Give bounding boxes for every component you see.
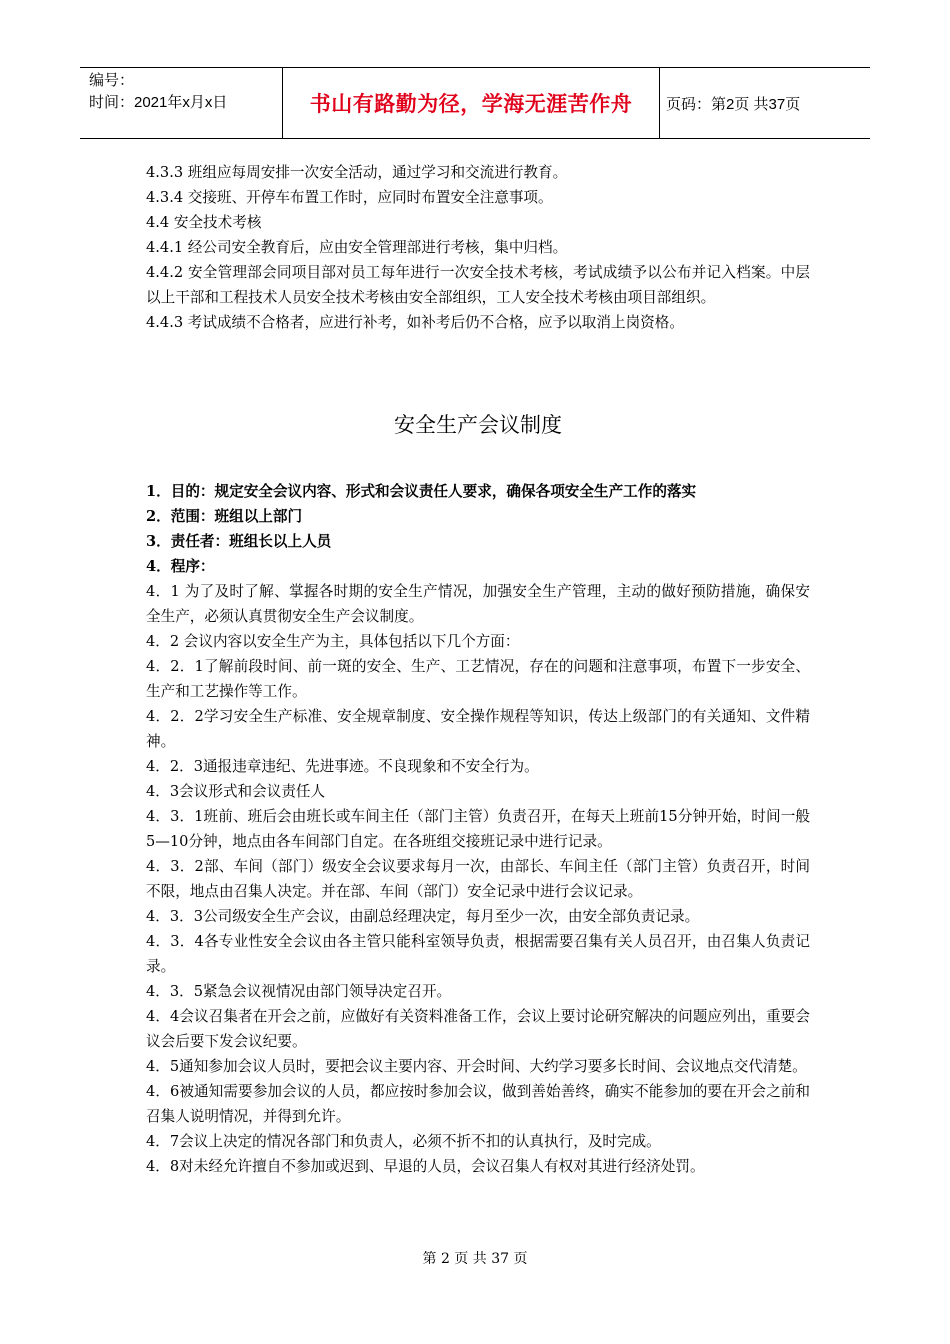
header-motto-cell [282,68,660,138]
number-label: 编号： [89,72,135,89]
paragraph-4-8: 4．8对未经允许擅自不参加或迟到、早退的人员，会议召集人有权对其进行经济处罚。 [146,1158,705,1175]
paragraph-4-3-5: 4．3．5紧急会议视情况由部门领导决定召开。 [146,983,452,1000]
page-footer: 第 2 页 共 37 页 [422,1251,528,1267]
paragraph-4-2-2: 4．2．2学习安全生产标准、安全规章制度、安全操作规程等知识，传达上级部门的有关通知、文件精神。 [146,708,810,750]
paragraph-4-2: 4．2 会议内容以安全生产为主，具体包括以下几个方面： [146,633,520,650]
paragraph-4-2-1: 4．2．1了解前段时间、前一斑的安全、生产、工艺情况，存在的问题和注意事项，布置下一步安全、生产和工艺操作等工作。 [146,658,810,700]
item-responsible: 3．责任者：班组长以上人员 [146,533,332,550]
paragraph-4-3-4b: 4．3．4各专业性安全会议由各主管只能科室领导负责，根据需要召集有关人员召开，由召集人负责记录。 [146,933,810,975]
paragraph-4-3-1: 4．3．1班前、班后会由班长或车间主任（部门主管）负责召开，在每天上班前15分钟开始，时间一般5—10分钟，地点由各车间部门自定。在各班组交接班记录中进行记录。 [146,808,810,850]
paragraph-4-4b: 4．4会议召集者在开会之前，应做好有关资料准备工作，会议上要讨论研究解决的问题应列出，重要会议会后要下发会议纪要。 [146,1008,810,1050]
paragraph-4-7: 4．7会议上决定的情况各部门和负责人，必须不折不扣的认真执行，及时完成。 [146,1133,661,1150]
paragraph-4-2-3: 4．2．3通报违章违纪、先进事迹。不良现象和不安全行为。 [146,758,539,775]
paragraph-4-3-4: 4.3.4 交接班、开停车布置工作时，应同时布置安全注意事项。 [146,189,553,206]
time-label: 时间：2021年x月x日 [89,94,228,111]
paragraph-4-1: 4．1 为了及时了解、掌握各时期的安全生产情况，加强安全生产管理，主动的做好预防措施，确保安全生产，必须认真贯彻安全生产会议制度。 [146,583,810,625]
paragraph-4-4-2: 4.4.2 安全管理部会同项目部对员工每年进行一次安全技术考核，考试成绩予以公布并记入档案。中层以上干部和工程技术人员安全技术考核由安全部组织，工人安全技术考核由项目部组织。 [146,264,810,306]
page-header [80,67,870,139]
item-procedure: 4．程序： [146,558,215,575]
paragraph-4-6: 4．6被通知需要参加会议的人员，都应按时参加会议，做到善始善终，确实不能参加的要在开会之前和召集人说明情况，并得到允许。 [146,1083,810,1125]
paragraph-4-3: 4．3会议形式和会议责任人 [146,783,326,800]
document-body [146,160,810,1179]
paragraph-4-3-3b: 4．3．3公司级安全生产会议，由副总经理决定，每月至少一次，由安全部负责记录。 [146,908,700,925]
header-page-info: 页码：第2页 共37页 [666,95,801,113]
heading-4-4: 4.4 安全技术考核 [146,214,262,231]
header-info [80,68,282,138]
item-scope: 2．范围：班组以上部门 [146,508,303,525]
paragraph-4-4-3: 4.4.3 考试成绩不合格者，应进行补考，如补考后仍不合格，应予以取消上岗资格。 [146,314,684,331]
header-motto: 书山有路勤为径，学海无涯苦作舟 [309,92,633,116]
section-title: 安全生产会议制度 [394,413,562,437]
paragraph-4-3-2: 4．3．2部、车间（部门）级安全会议要求每月一次，由部长、车间主任（部门主管）负责召开，时间不限，地点由召集人决定。并在部、车间（部门）安全记录中进行会议记录。 [146,858,810,900]
paragraph-4-4-1: 4.4.1 经公司安全教育后，应由安全管理部进行考核，集中归档。 [146,239,568,256]
paragraph-4-5: 4．5通知参加会议人员时，要把会议主要内容、开会时间、大约学习要多长时间、会议地点交代清楚。 [146,1058,807,1075]
paragraph-4-3-3: 4.3.3 班组应每周安排一次安全活动，通过学习和交流进行教育。 [146,164,568,181]
item-purpose: 1．目的：规定安全会议内容、形式和会议责任人要求，确保各项安全生产工作的落实 [146,483,697,500]
